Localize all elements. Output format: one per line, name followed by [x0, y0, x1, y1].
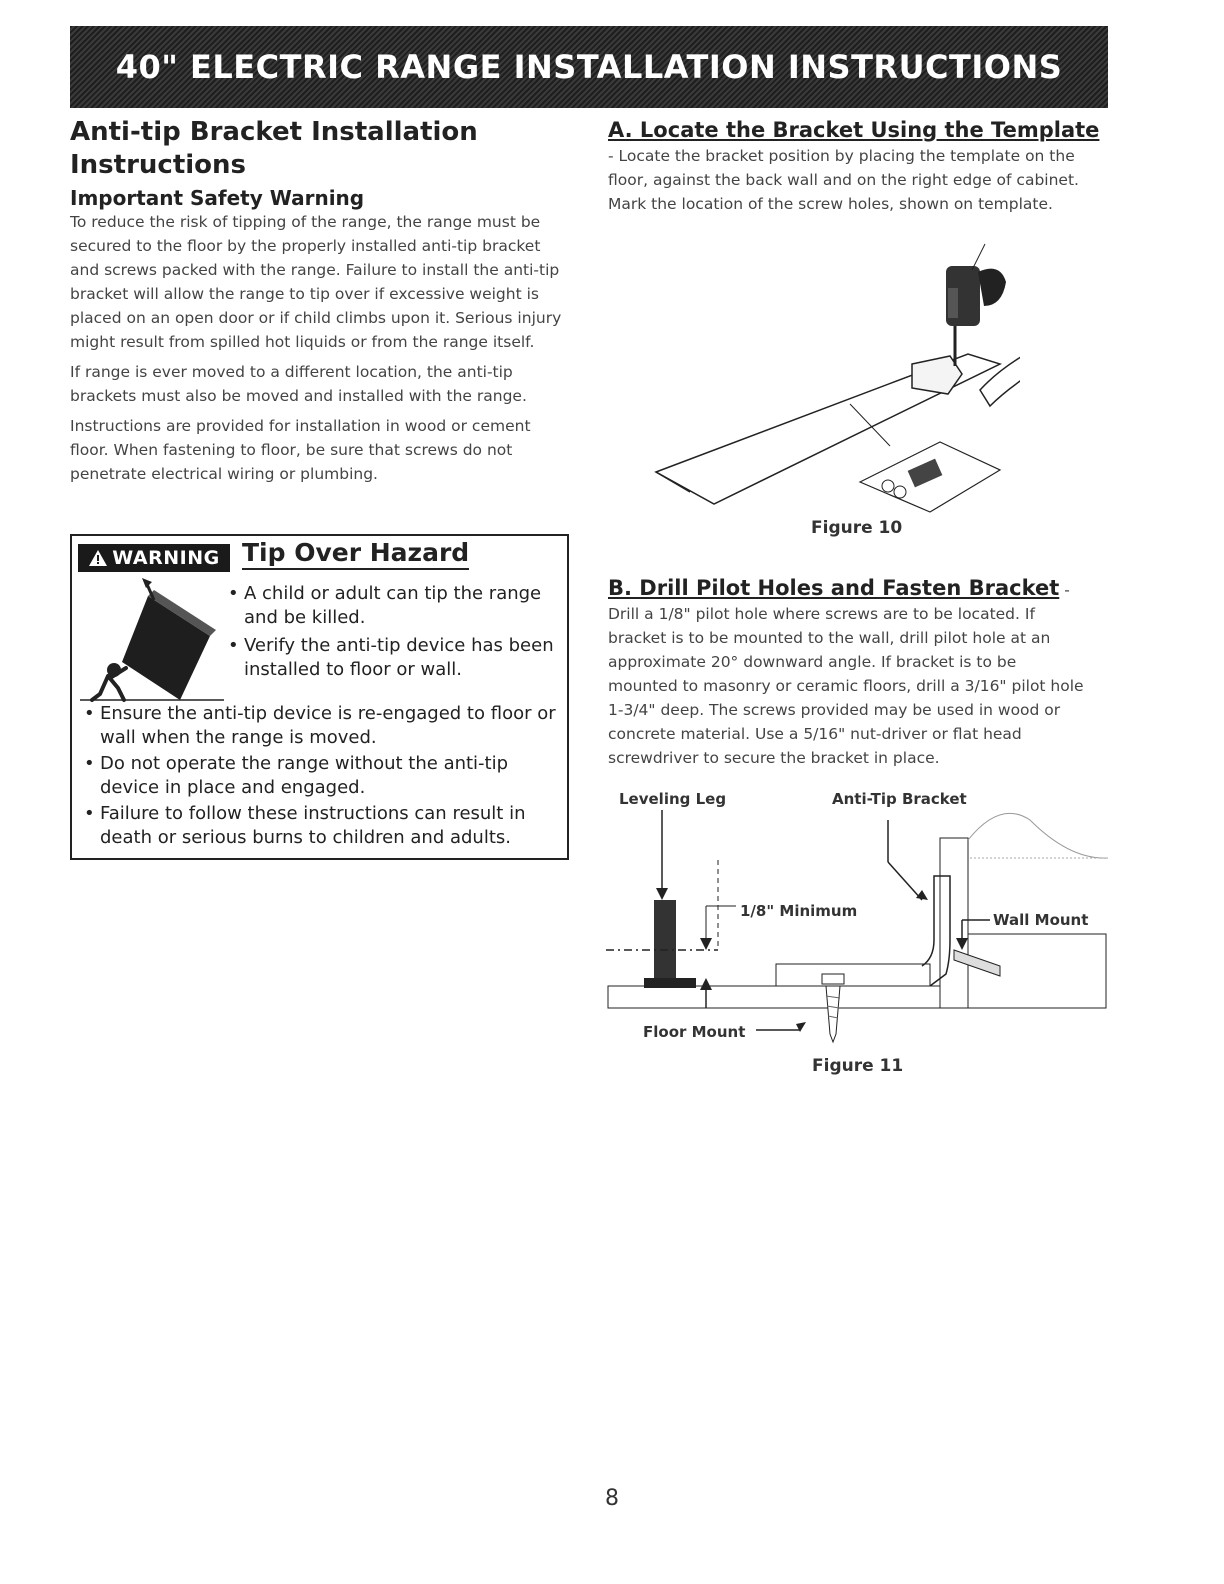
warning-title: Tip Over Hazard [242, 538, 469, 570]
section-a-text: - Locate the bracket position by placing the template on the floor, against the back wall and on the right edge of cabinet. Mark the location of the screw holes, shown on template. [608, 147, 1079, 213]
left-column [70, 116, 570, 492]
figure-10-caption: Figure 10 [811, 518, 903, 538]
right-column [608, 118, 1108, 216]
leveling-leg-label: Leveling Leg [619, 790, 727, 808]
section-b-text: - Drill a 1/8" pilot hole where screws are to be located. If bracket is to be mounted to the wall, drill pilot hole at an approximate 20° downward angle. If bracket is to be mounted to masonry or ceramic floors, drill a 3/16" pilot hole 1-3/4" deep. The screws provided may be used in wood or concrete material. Use a 5/16" nut-driver or flat head screwdriver to secure the bracket in place. [608, 581, 1084, 767]
warning-bullet: • A child or adult can tip the range and be killed. [226, 582, 556, 630]
warning-bullet: • Failure to follow these instructions can result in death or serious burns to children and adults. [82, 802, 562, 850]
warning-top-list [226, 582, 556, 686]
floor-mount-label: Floor Mount [643, 1023, 746, 1041]
figure-11-caption: Figure 11 [812, 1056, 904, 1076]
safety-paragraph-3: Instructions are provided for installation in wood or cement floor. When fastening to floor, be sure that screws do not penetrate electrical wiring or plumbing. [70, 417, 531, 483]
wall-mount-label: Wall Mount [993, 911, 1089, 929]
page-number: 8 [605, 1486, 619, 1511]
figure-11-bracket-diagram [600, 810, 1112, 1050]
warning-box [70, 534, 569, 860]
page-title: 40" ELECTRIC RANGE INSTALLATION INSTRUCTIONS [115, 48, 1063, 86]
safety-warning-heading: Important Safety Warning [70, 186, 365, 210]
header-banner [70, 26, 1108, 108]
minimum-label: 1/8" Minimum [740, 902, 858, 920]
section-b-heading: B. Drill Pilot Holes and Fasten Bracket [608, 576, 1060, 600]
section-a-heading: A. Locate the Bracket Using the Template [608, 118, 1100, 142]
tip-over-illustration [78, 576, 228, 704]
warning-bullet: • Do not operate the range without the anti-tip device in place and engaged. [82, 752, 562, 800]
section-heading: Anti-tip Bracket Installation Instructions [70, 117, 478, 180]
safety-paragraph-2: If range is ever moved to a different location, the anti-tip brackets must also be moved and installed with the range. [70, 363, 527, 405]
figure-10-drill-illustration [650, 236, 1020, 516]
warning-badge-label: WARNING [112, 547, 220, 569]
warning-triangle-icon [88, 549, 108, 567]
section-b [608, 576, 1088, 770]
warning-badge [78, 544, 230, 572]
warning-bullet: • Ensure the anti-tip device is re-engaged to floor or wall when the range is moved. [82, 702, 562, 750]
anti-tip-bracket-label: Anti-Tip Bracket [832, 790, 967, 808]
warning-bullet: • Verify the anti-tip device has been installed to floor or wall. [226, 634, 556, 682]
safety-paragraph-1: To reduce the risk of tipping of the range, the range must be secured to the floor by the properly installed anti-tip bracket and screws packed with the range. Failure to install the anti-tip bracket will allow the range to tip over if excessive weight is placed on an open door or if child climbs upon it. Serious injury might result from spilled hot liquids or from the range itself. [70, 213, 562, 351]
warning-bottom-list [82, 702, 562, 852]
